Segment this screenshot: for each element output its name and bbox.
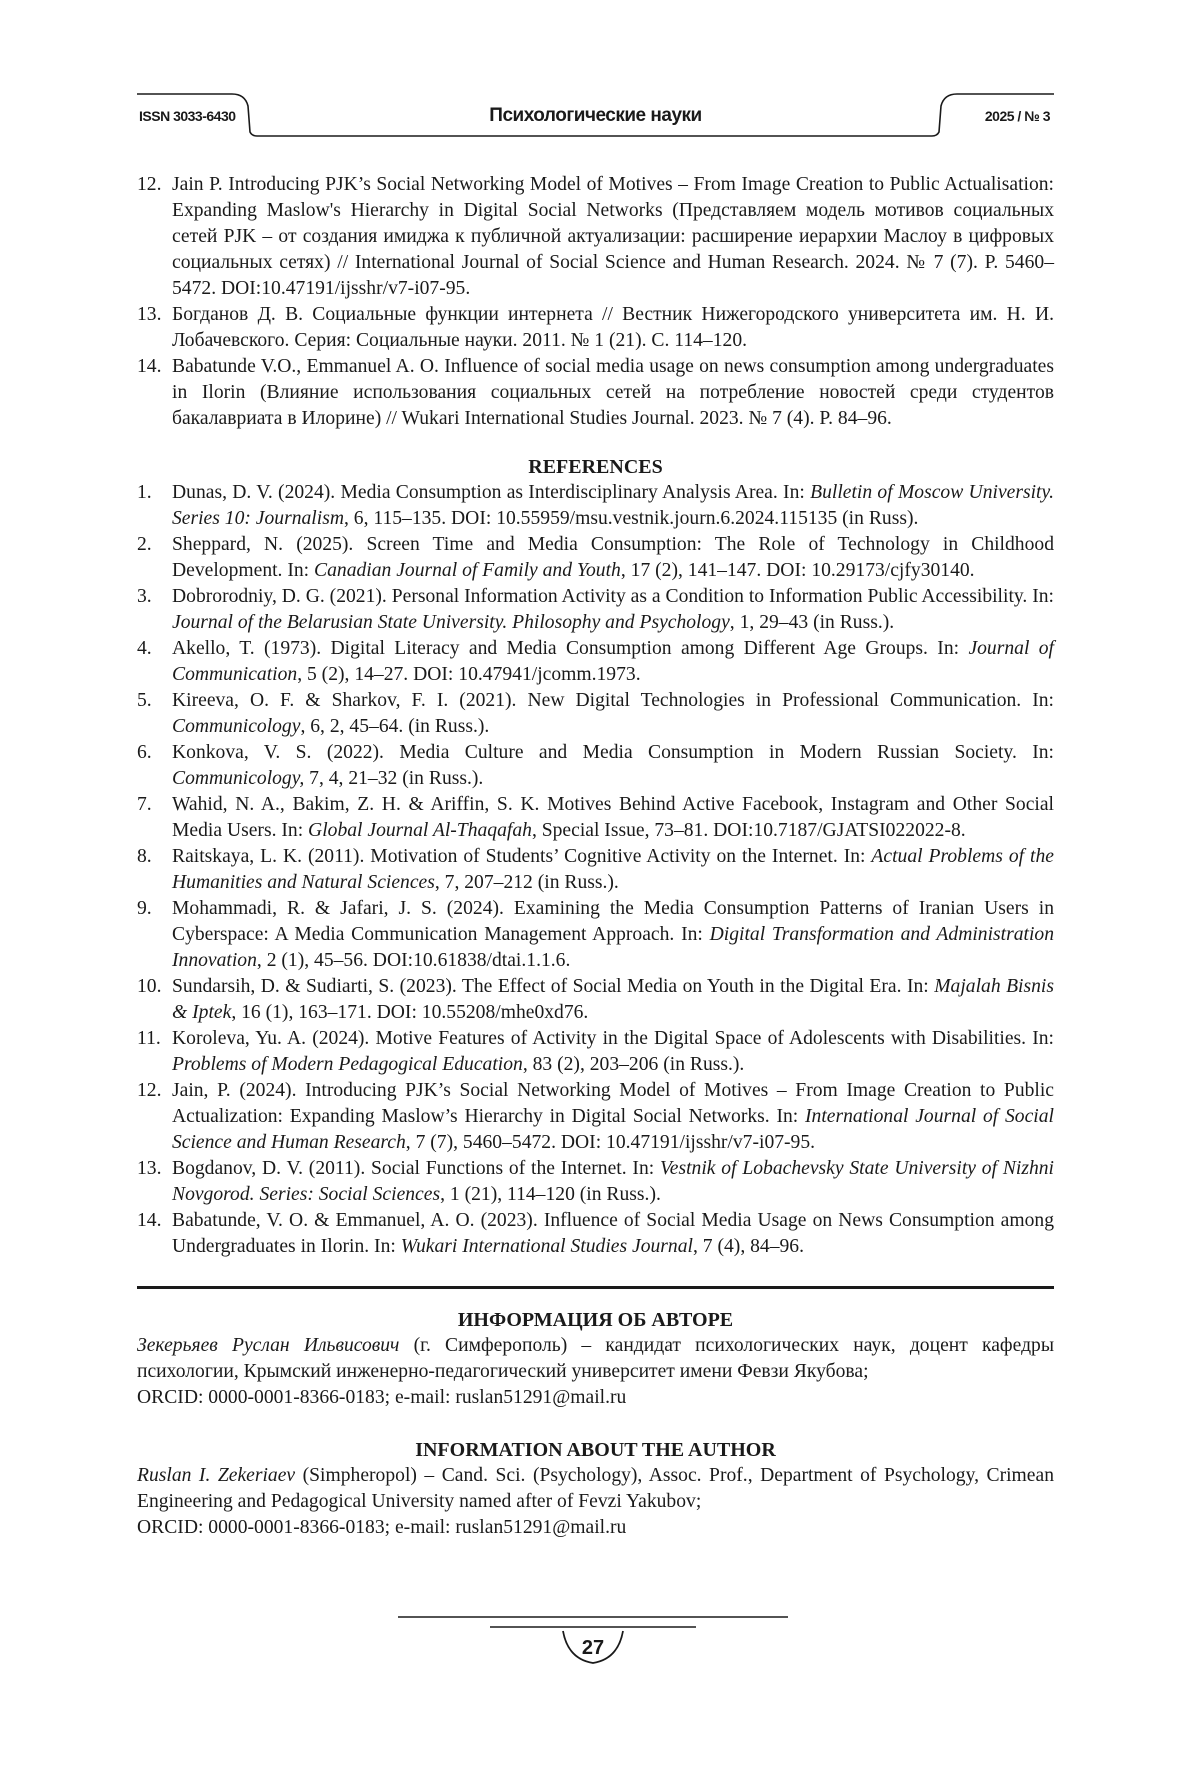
- page-number: 27: [398, 1637, 788, 1660]
- reference-item: [137, 1078, 1054, 1156]
- reference-number: 8.: [137, 844, 167, 870]
- reference-item: [137, 1208, 1054, 1260]
- reference-source-title: Journal of the Belarusian State University. Philosophy and Psychology: [172, 612, 730, 633]
- reference-segment: Koroleva, Yu. A. (2024). Motive Features of Activity in the Digital Space of Adolescents with Disabilities. In:: [172, 1028, 1054, 1049]
- author-contacts-ru: ORCID: 0000-0001-8366-0183; e-mail: ruslan51291@mail.ru: [137, 1385, 1054, 1411]
- reference-text: [172, 356, 1054, 429]
- reference-item: [137, 1156, 1054, 1208]
- author-details-ru: (г. Симферополь) – кандидат психологических наук, доцент кафедры психологии, Крымский инженерно-педагогический университет имени Февзи Якубова;: [137, 1335, 1054, 1382]
- reference-number: 2.: [137, 532, 167, 558]
- reference-item: [137, 1026, 1054, 1078]
- reference-source-title: Wukari International Studies Journal: [401, 1236, 693, 1257]
- reference-number: 14.: [137, 354, 167, 380]
- issue-label: 2025 / № 3: [985, 108, 1050, 124]
- reference-text: [172, 174, 1054, 299]
- reference-number: 13.: [137, 302, 167, 328]
- reference-text: [172, 1028, 1054, 1075]
- reference-segment: , 7, 207–212 (in Russ.).: [435, 872, 619, 893]
- reference-segment: , 16 (1), 163–171. DOI: 10.55208/mhe0xd76.: [231, 1002, 588, 1023]
- reference-number: 12.: [137, 172, 167, 198]
- reference-segment: Sheppard, N. (2025). Screen Time and Media Consumption: The Role of Technology in Childhood Development. In:: [172, 534, 1054, 581]
- reference-source-title: Global Journal Al-Thaqafah: [308, 820, 532, 841]
- reference-text: [172, 898, 1054, 971]
- issn-label: ISSN 3033-6430: [139, 108, 236, 124]
- author-name-en: Ruslan I. Zekeriaev: [137, 1465, 295, 1486]
- reference-item: [137, 974, 1054, 1026]
- reference-segment: Sundarsih, D. & Sudiarti, S. (2023). The Effect of Social Media on Youth in the Digital Era. In:: [172, 976, 934, 997]
- reference-text: [172, 976, 1054, 1023]
- reference-source-title: Digital Transformation and Administration Innovation: [172, 924, 1054, 971]
- author-contacts-en: ORCID: 0000-0001-8366-0183; e-mail: ruslan51291@mail.ru: [137, 1515, 1054, 1541]
- author-info-ru-text: [137, 1333, 1054, 1385]
- reference-number: 13.: [137, 1156, 167, 1182]
- reference-source-title: Actual Problems of the Humanities and Natural Sciences: [172, 846, 1054, 893]
- author-info-ru-heading: ИНФОРМАЦИЯ ОБ АВТОРЕ: [137, 1307, 1054, 1333]
- reference-number: 6.: [137, 740, 167, 766]
- reference-text: [172, 742, 1054, 789]
- reference-text: [172, 1210, 1054, 1257]
- running-header: [137, 92, 1054, 140]
- reference-segment: Dobrorodniy, D. G. (2021). Personal Information Activity as a Condition to Information Public Accessibility. In:: [172, 586, 1054, 607]
- page-footer: [398, 1615, 788, 1675]
- reference-segment: , 2 (1), 45–56. DOI:10.61838/dtai.1.1.6.: [257, 950, 570, 971]
- reference-item: [137, 532, 1054, 584]
- journal-title: Психологические науки: [137, 105, 1054, 127]
- reference-segment: Babatunde, V. O. & Emmanuel, A. O. (2023). Influence of Social Media Usage on News Consumption among Undergraduates in Ilorin. In:: [172, 1210, 1054, 1257]
- reference-segment: Bogdanov, D. V. (2011). Social Functions of the Internet. In:: [172, 1158, 660, 1179]
- reference-item: [137, 688, 1054, 740]
- reference-source-title: International Journal of Social Science and Human Research: [172, 1106, 1054, 1153]
- reference-item: [137, 584, 1054, 636]
- reference-text: [172, 1080, 1054, 1153]
- reference-number: 4.: [137, 636, 167, 662]
- references-list: [137, 480, 1054, 1260]
- reference-item: [137, 636, 1054, 688]
- reference-text: [172, 846, 1054, 893]
- reference-number: 1.: [137, 480, 167, 506]
- reference-segment: , 7 (7), 5460–5472. DOI: 10.47191/ijsshr/v7-i07-95.: [406, 1132, 815, 1153]
- reference-number: 14.: [137, 1208, 167, 1234]
- reference-item: [137, 896, 1054, 974]
- reference-text: [172, 794, 1054, 841]
- reference-item: [137, 172, 1054, 302]
- reference-segment: Mohammadi, R. & Jafari, J. S. (2024). Examining the Media Consumption Patterns of Iranian Users in Cyberspace: A Media Communication Management Approach. In:: [172, 898, 1054, 945]
- reference-segment: Akello, T. (1973). Digital Literacy and Media Consumption among Different Age Groups. In:: [172, 638, 968, 659]
- reference-item: [137, 302, 1054, 354]
- reference-source-title: Communicology,: [172, 768, 304, 789]
- reference-segment: , 6, 115–135. DOI: 10.55959/msu.vestnik.journ.6.2024.115135 (in Russ).: [344, 508, 918, 529]
- reference-segment: , 17 (2), 141–147. DOI: 10.29173/cjfy30140.: [621, 560, 975, 581]
- reference-number: 5.: [137, 688, 167, 714]
- reference-item: [137, 740, 1054, 792]
- reference-number: 9.: [137, 896, 167, 922]
- reference-item: [137, 792, 1054, 844]
- author-name-ru: Зекерьяев Руслан Ильвисович: [137, 1335, 399, 1356]
- page-content: [137, 172, 1054, 1541]
- section-divider: [137, 1286, 1054, 1289]
- reference-number: 11.: [137, 1026, 167, 1052]
- reference-segment: Kireeva, O. F. & Sharkov, F. I. (2021). New Digital Technologies in Professional Communication. In:: [172, 690, 1054, 711]
- reference-segment: , 83 (2), 203–206 (in Russ.).: [523, 1054, 745, 1075]
- reference-source-title: Majalah Bisnis & Iptek: [172, 976, 1054, 1023]
- reference-text: [172, 638, 1054, 685]
- reference-segment: , 7 (4), 84–96.: [693, 1236, 804, 1257]
- reference-segment: Jain, P. (2024). Introducing PJK’s Social Networking Model of Motives – From Image Creation to Public Actualization: Expanding Maslow’s Hierarchy in Digital Social Networks. In:: [172, 1080, 1054, 1127]
- reference-number: 12.: [137, 1078, 167, 1104]
- reference-segment: Jain P. Introducing PJK’s Social Networking Model of Motives – From Image Creation to Public Actualisation: Expanding Maslow's Hierarchy in Digital Social Networks (Представляем модель мотивов социальных сетей PJK – от создания имиджа к публичной актуализации: расширение иерархии Маслоу в цифровых социальных сетях) // International Journal of Social Science and Human Research. 2024. № 7 (7). P. 5460–5472. DOI:10.47191/ijsshr/v7-i07-95.: [172, 174, 1054, 299]
- reference-source-title: Vestnik of Lobachevsky State University of Nizhni Novgorod. Series: Social Sciences: [172, 1158, 1054, 1205]
- reference-segment: , Special Issue, 73–81. DOI:10.7187/GJATSI022022-8.: [532, 820, 966, 841]
- reference-item: [137, 480, 1054, 532]
- reference-segment: Wahid, N. A., Bakim, Z. H. & Ariffin, S. K. Motives Behind Active Facebook, Instagram and Other Social Media Users. In:: [172, 794, 1054, 841]
- reference-segment: , 5 (2), 14–27. DOI: 10.47941/jcomm.1973.: [297, 664, 640, 685]
- russian-reference-list: [137, 172, 1054, 432]
- reference-segment: Konkova, V. S. (2022). Media Culture and Media Consumption in Modern Russian Society. In:: [172, 742, 1054, 763]
- reference-source-title: Journal of Communication: [172, 638, 1054, 685]
- author-info-en-heading: INFORMATION ABOUT THE AUTHOR: [137, 1437, 1054, 1463]
- reference-segment: Dunas, D. V. (2024). Media Consumption as Interdisciplinary Analysis Area. In:: [172, 482, 810, 503]
- reference-text: [172, 1158, 1054, 1205]
- reference-item: [137, 354, 1054, 432]
- reference-source-title: Canadian Journal of Family and Youth: [314, 560, 621, 581]
- references-heading: REFERENCES: [137, 454, 1054, 480]
- reference-text: [172, 586, 1054, 633]
- reference-text: [172, 534, 1054, 581]
- reference-source-title: Communicology: [172, 716, 300, 737]
- reference-text: [172, 304, 1054, 351]
- author-info-ru: [137, 1307, 1054, 1411]
- reference-segment: , 1, 29–43 (in Russ.).: [730, 612, 894, 633]
- author-info-en: [137, 1437, 1054, 1541]
- reference-number: 10.: [137, 974, 167, 1000]
- reference-segment: , 6, 2, 45–64. (in Russ.).: [300, 716, 489, 737]
- reference-text: [172, 482, 1054, 529]
- reference-segment: Богданов Д. В. Социальные функции интернета // Вестник Нижегородского университета им. Н. И. Лобачевского. Серия: Социальные науки. 2011. № 1 (21). С. 114–120.: [172, 304, 1054, 351]
- reference-segment: Raitskaya, L. K. (2011). Motivation of Students’ Cognitive Activity on the Internet. In:: [172, 846, 871, 867]
- reference-segment: Babatunde V.O., Emmanuel A. O. Influence of social media usage on news consumption among undergraduates in Ilorin (Влияние использования социальных сетей на потребление новостей среди студентов бакалавриата в Илорине) // Wukari International Studies Journal. 2023. № 7 (4). P. 84–96.: [172, 356, 1054, 429]
- reference-segment: 7, 4, 21–32 (in Russ.).: [304, 768, 483, 789]
- reference-source-title: Problems of Modern Pedagogical Education: [172, 1054, 523, 1075]
- reference-number: 7.: [137, 792, 167, 818]
- reference-number: 3.: [137, 584, 167, 610]
- reference-segment: , 1 (21), 114–120 (in Russ.).: [440, 1184, 661, 1205]
- author-info-en-text: [137, 1463, 1054, 1515]
- author-details-en: (Simpheropol) – Cand. Sci. (Psychology), Assoc. Prof., Department of Psychology, Crimean Engineering and Pedagogical University named after of Fevzi Yakubov;: [137, 1465, 1054, 1512]
- reference-text: [172, 690, 1054, 737]
- reference-item: [137, 844, 1054, 896]
- reference-source-title: Bulletin of Moscow University. Series 10: Journalism: [172, 482, 1054, 529]
